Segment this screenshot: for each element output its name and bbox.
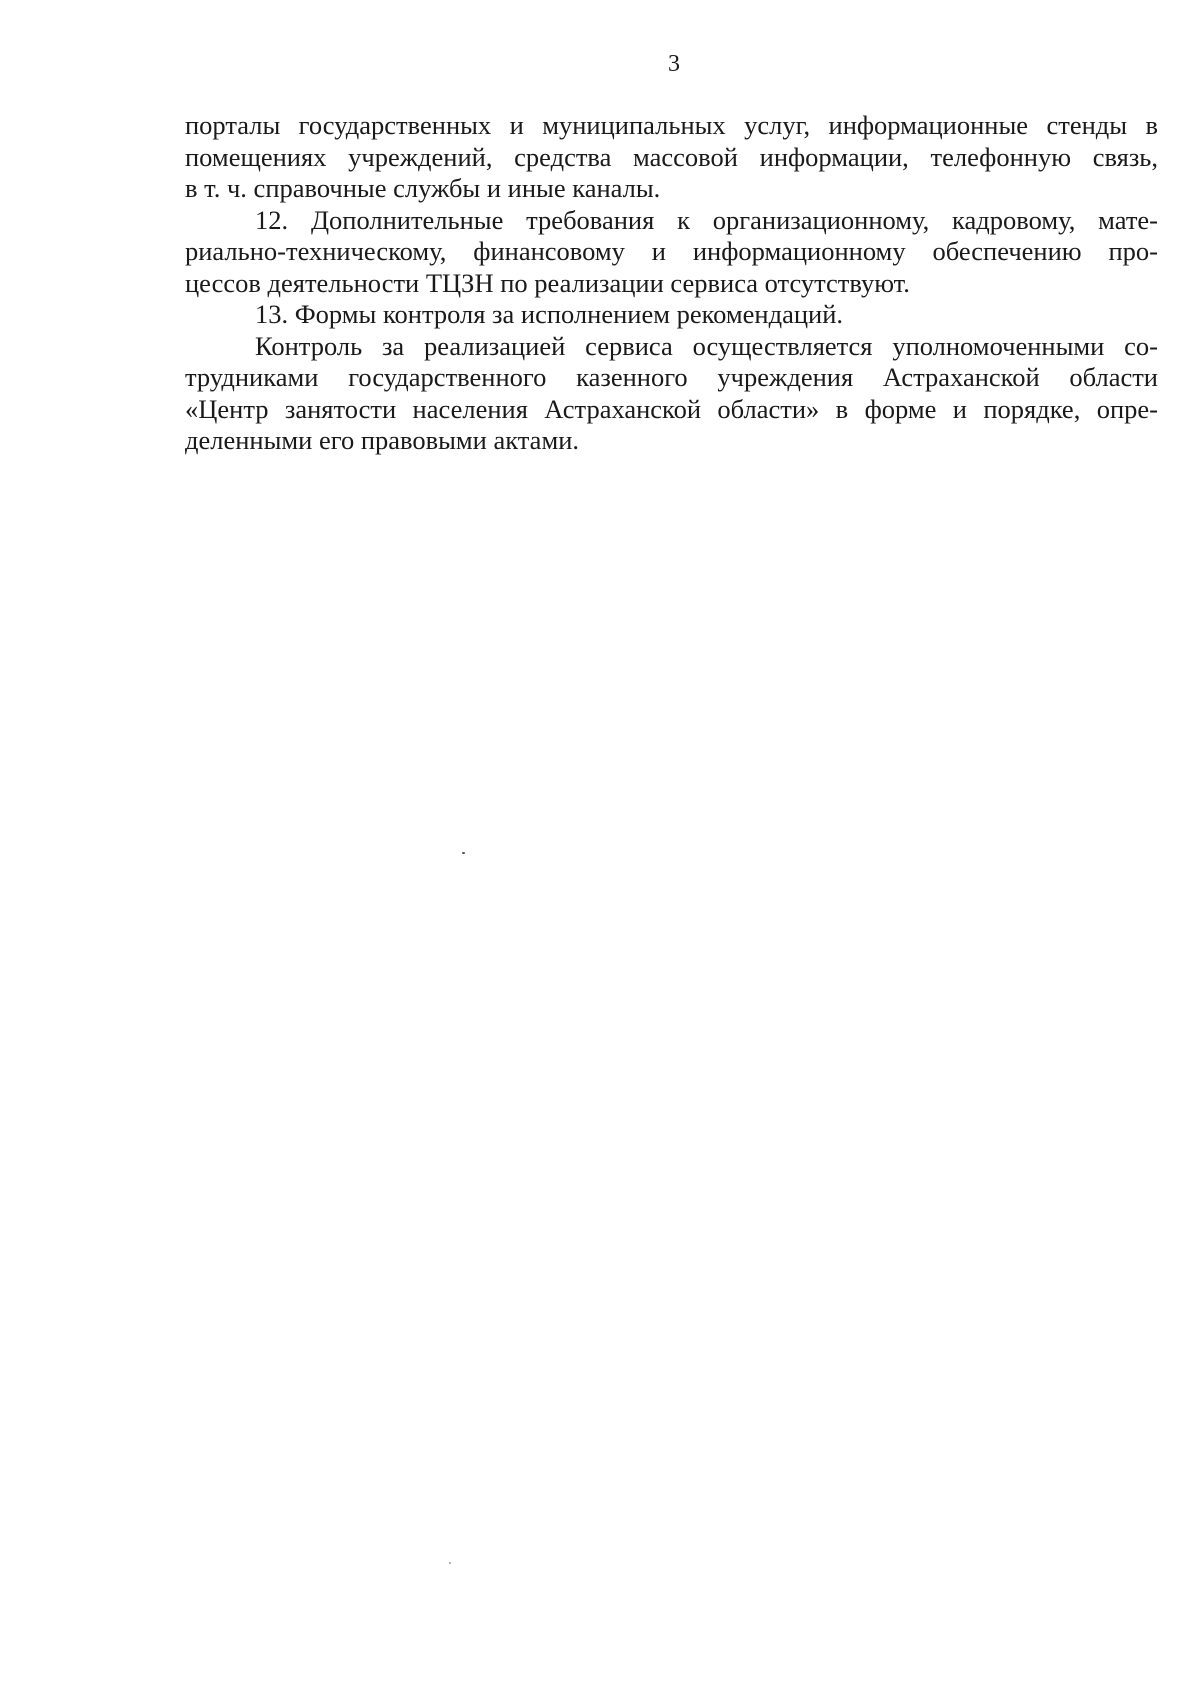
text-line: порталы государственных и муниципальных услуг, информационные стенды в xyxy=(185,110,1158,140)
text-line: цессов деятельности ТЦЗН по реализации сервиса отсутствуют. xyxy=(185,267,910,298)
text-line: деленными его правовыми актами. xyxy=(185,425,580,455)
scan-speck xyxy=(462,852,465,854)
text-line: 12. Дополнительные требования к организационному, кадровому, мате- xyxy=(255,204,1158,235)
paragraph-13-control-forms xyxy=(185,299,1158,331)
text-line: в т. ч. справочные службы и иные каналы. xyxy=(185,173,661,203)
section-heading: 13. Формы контроля за исполнением рекомендаций. xyxy=(255,299,844,329)
scan-speck xyxy=(449,1562,451,1564)
paragraph-12-requirements xyxy=(185,205,1158,300)
text-line: трудниками государственного казенного учреждения Астраханской области xyxy=(185,362,1158,392)
text-line: «Центр занятости населения Астраханской области» в форме и порядке, опре- xyxy=(185,393,1158,424)
paragraph-control xyxy=(185,331,1158,457)
paragraph-channels xyxy=(185,110,1158,205)
text-line: Контроль за реализацией сервиса осуществляется уполномоченными со- xyxy=(255,330,1158,361)
page-number: 3 xyxy=(668,51,680,77)
text-line: риально-техническому, финансовому и информационному обеспечению про- xyxy=(185,236,1158,266)
text-line: помещениях учреждений, средства массовой информации, телефонную связь, xyxy=(185,141,1158,172)
document-body xyxy=(185,110,1158,457)
